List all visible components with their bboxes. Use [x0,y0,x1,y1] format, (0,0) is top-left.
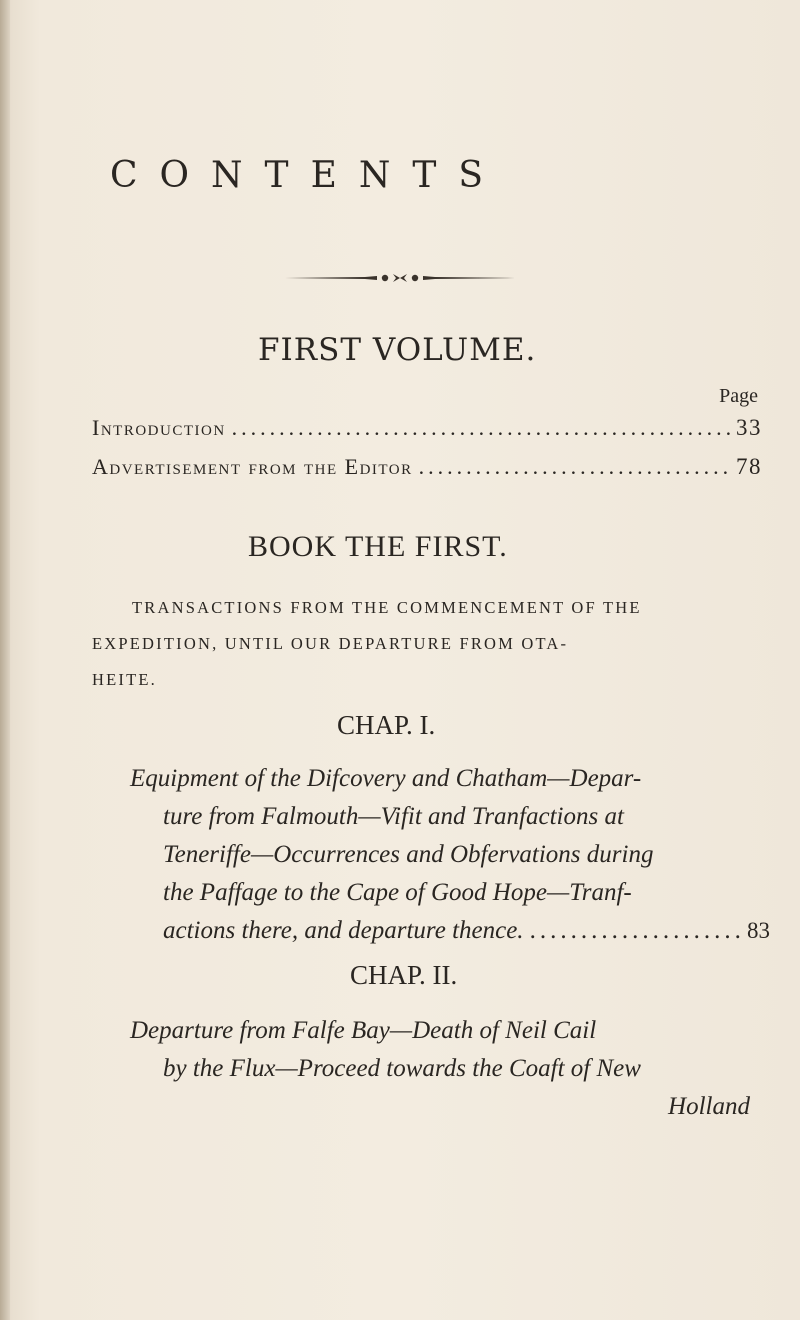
summary-line: ture from Falmouth—Vifit and Tranfactions at [163,803,624,830]
toc-entry-introduction[interactable] [92,415,762,441]
summary-line: Departure from Falfe Bay—Death of Neil Cail [130,1017,597,1044]
chapter-summary[interactable] [130,1012,770,1126]
toc-entry-label: Introduction [92,415,226,440]
chapter-heading: CHAP. II. [350,960,458,990]
summary-line: actions there, and departure thence. [163,917,524,944]
book-description [92,590,782,698]
chapter-heading: CHAP. I. [337,710,436,740]
summary-line: Teneriffe—Occurrences and Obfervations during [163,841,654,868]
book-heading: BOOK THE FIRST. [248,530,508,563]
summary-last-line [130,912,770,950]
contents-title: CONTENTS [110,155,506,196]
chapter-page: 83 [747,918,770,943]
toc-entry-label: Advertisement from the Editor [92,454,413,479]
book-description-line: HEITE. [92,670,157,689]
summary-line: Equipment of the Difcovery and Chatham—Depar- [130,765,642,792]
toc-entry-page: 33 [736,415,762,440]
toc-entry-page: 78 [736,454,762,479]
page-spine-shadow [0,0,10,1320]
book-description-line: EXPEDITION, UNTIL OUR DEPARTURE FROM OTA- [92,634,569,653]
leader-dots [419,454,730,480]
summary-line: by the Flux—Proceed towards the Coaft of New [163,1055,641,1082]
volume-heading: FIRST VOLUME. [258,332,537,368]
book-description-line: TRANSACTIONS FROM THE COMMENCEMENT OF THE [132,598,642,617]
leader-dots [232,415,730,441]
leader-dots [530,912,741,950]
chapter-summary[interactable] [130,760,770,950]
toc-entry-advertisement[interactable] [92,454,762,480]
ornamental-rule [285,272,515,284]
page-column-label: Page [719,385,758,407]
summary-line: Holland [668,1093,750,1120]
summary-line: the Paffage to the Cape of Good Hope—Tranf- [163,879,632,906]
